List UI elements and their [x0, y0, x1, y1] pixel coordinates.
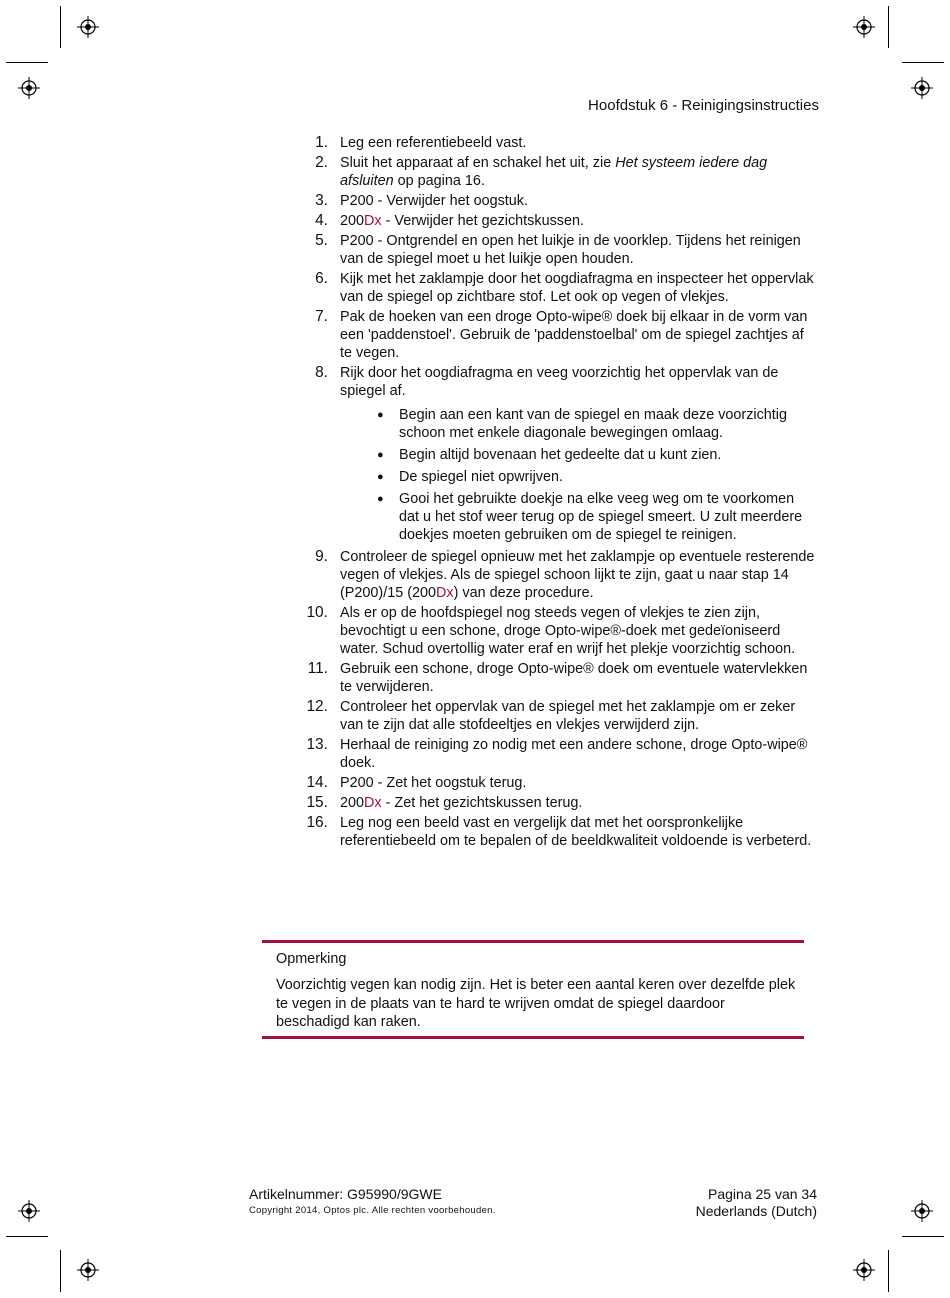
- list-item: [296, 548, 816, 602]
- step-number: 6.: [315, 270, 328, 287]
- step-text-segment: Kijk met het zaklampje door het oogdiafragma en inspecteer het oppervlak van de spiegel op zichtbare stof. Let ook op vegen of vlekjes.: [340, 271, 814, 305]
- bullet-dot-icon: ●: [377, 471, 384, 483]
- step-text: [340, 549, 814, 601]
- crosshair-target-icon: [911, 1200, 933, 1222]
- crosshair-target-icon: [853, 1259, 875, 1281]
- bullet-dot-icon: ●: [377, 449, 384, 461]
- crop-mark: [6, 1236, 48, 1237]
- step-text-segment: 200: [340, 213, 365, 229]
- step-number: 8.: [315, 364, 328, 381]
- step-text-segment: Als er op de hoofdspiegel nog steeds vegen of vlekjes te zien zijn, bevochtigt u een schone, droge Opto-wipe®-doek met gedeïoniseerd water. Schud overtollig water eraf en wrijf het plekje voorzichtig schoon.: [340, 605, 796, 657]
- bullet-text: De spiegel niet opwrijven.: [399, 469, 563, 485]
- step-text-segment: Rijk door het oogdiafragma en veeg voorzichtig het oppervlak van de spiegel af.: [340, 365, 779, 399]
- step-text: [340, 737, 807, 771]
- step-text: [340, 193, 528, 209]
- list-item: [296, 660, 816, 696]
- crop-mark: [888, 1250, 889, 1292]
- list-item: [296, 154, 816, 190]
- step-number: 13.: [306, 736, 328, 753]
- procedure-steps-list: [296, 134, 816, 852]
- list-item: [296, 308, 816, 362]
- step-text: [340, 661, 807, 695]
- step-number: 5.: [315, 232, 328, 249]
- document-language: Nederlands (Dutch): [695, 1203, 817, 1219]
- step-number: 2.: [315, 154, 328, 171]
- crop-mark: [60, 6, 61, 48]
- step-text-segment: P200 - Ontgrendel en open het luikje in de voorklep. Tijdens het reinigen van de spiegel moet u het luikje open houden.: [340, 233, 801, 267]
- bullet-text: Begin aan een kant van de spiegel en maak deze voorzichtig schoon met enkele diagonale bewegingen omlaag.: [399, 407, 788, 441]
- step-text-segment: ) van deze procedure.: [453, 585, 594, 601]
- cross-reference-title: Het systeem iedere dag afsluiten: [340, 155, 768, 189]
- list-item: [296, 814, 816, 850]
- page-number: Pagina 25 van 34: [708, 1186, 817, 1202]
- step-text: [340, 155, 767, 189]
- step-number: 7.: [315, 308, 328, 325]
- list-item: [296, 232, 816, 268]
- step-text: [340, 795, 582, 811]
- copyright-notice: Copyright 2014, Optos plc. Alle rechten voorbehouden.: [249, 1205, 496, 1216]
- crosshair-target-icon: [18, 1200, 40, 1222]
- step-text-segment: Controleer het oppervlak van de spiegel met het zaklampje om er zeker van te zijn dat alle stofdeeltjes en vlekjes verwijderd zijn.: [340, 699, 796, 733]
- sub-bullet-list: [340, 406, 816, 544]
- crop-mark: [902, 1236, 944, 1237]
- crop-mark: [902, 62, 944, 63]
- step-number: 15.: [306, 794, 328, 811]
- crosshair-target-icon: [77, 1259, 99, 1281]
- model-suffix-highlight: Dx: [364, 213, 382, 229]
- bullet-item: [340, 406, 816, 442]
- step-text: [340, 699, 795, 733]
- crop-mark: [6, 62, 48, 63]
- crop-mark: [60, 1250, 61, 1292]
- step-text: [340, 365, 778, 399]
- list-item: [296, 698, 816, 734]
- list-item: [296, 604, 816, 658]
- step-text: [340, 271, 814, 305]
- crosshair-target-icon: [18, 77, 40, 99]
- step-text-segment: Herhaal de reiniging zo nodig met een andere schone, droge Opto-wipe® doek.: [340, 737, 808, 771]
- step-text-segment: Sluit het apparaat af en schakel het uit, zie: [340, 155, 616, 171]
- model-suffix-highlight: Dx: [436, 585, 454, 601]
- list-item: [296, 364, 816, 544]
- step-number: 14.: [306, 774, 328, 791]
- step-number: 4.: [315, 212, 328, 229]
- step-text: [340, 775, 526, 791]
- bullet-item: [340, 446, 816, 464]
- step-number: 1.: [315, 134, 328, 151]
- note-body: Voorzichtig vegen kan nodig zijn. Het is beter een aantal keren over dezelfde plek te vegen in de plaats van te hard te wrijven omdat de spiegel daardoor beschadigd kan raken.: [276, 977, 796, 1030]
- step-text-segment: Gebruik een schone, droge Opto-wipe® doek om eventuele watervlekken te verwijderen.: [340, 661, 808, 695]
- bullet-item: [340, 468, 816, 486]
- step-text-segment: P200 - Verwijder het oogstuk.: [340, 193, 528, 209]
- bullet-item: [340, 490, 816, 544]
- step-text-segment: - Verwijder het gezichtskussen.: [381, 213, 584, 229]
- step-text-segment: Leg een referentiebeeld vast.: [340, 135, 527, 151]
- step-text: [340, 605, 795, 657]
- chapter-title: Hoofdstuk 6 - Reinigingsinstructies: [588, 97, 819, 114]
- step-text-segment: Controleer de spiegel opnieuw met het zaklampje op eventuele resterende vegen of vlekjes. Als de spiegel schoon lijkt te zijn, gaat u naar stap 14 (P200)/15 (200: [340, 549, 815, 601]
- crop-mark: [888, 6, 889, 48]
- step-text-segment: - Zet het gezichtskussen terug.: [381, 795, 583, 811]
- step-number: 16.: [306, 814, 328, 831]
- step-text-segment: Leg nog een beeld vast en vergelijk dat met het oorspronkelijke referentiebeeld om te bepalen of de beeldkwaliteit voldoende is verbeterd.: [340, 815, 812, 849]
- crosshair-target-icon: [853, 16, 875, 38]
- crosshair-target-icon: [77, 16, 99, 38]
- model-suffix-highlight: Dx: [364, 795, 382, 811]
- step-text-segment: op pagina 16.: [393, 173, 485, 189]
- note-bottom-rule: [262, 1036, 804, 1039]
- list-item: [296, 270, 816, 306]
- step-number: 9.: [315, 548, 328, 565]
- step-text: [340, 309, 807, 361]
- article-number: Artikelnummer: G95990/9GWE: [249, 1186, 442, 1202]
- list-item: [296, 794, 816, 812]
- bullet-text: Begin altijd bovenaan het gedeelte dat u kunt zien.: [399, 447, 722, 463]
- step-text: [340, 815, 811, 849]
- bullet-text: Gooi het gebruikte doekje na elke veeg weg om te voorkomen dat u het stof weer terug op de spiegel smeert. U zult meerdere doekjes moeten gebruiken om de spiegel te reinigen.: [399, 491, 803, 543]
- step-number: 3.: [315, 192, 328, 209]
- list-item: [296, 134, 816, 152]
- note-top-rule: [262, 940, 804, 943]
- step-text-segment: Pak de hoeken van een droge Opto-wipe® doek bij elkaar in de vorm van een 'paddenstoel'. Gebruik de 'paddenstoelbal' om de spiegel zachtjes af te vegen.: [340, 309, 808, 361]
- list-item: [296, 774, 816, 792]
- list-item: [296, 212, 816, 230]
- step-text: [340, 213, 584, 229]
- crosshair-target-icon: [911, 77, 933, 99]
- step-text: [340, 135, 526, 151]
- step-text-segment: P200 - Zet het oogstuk terug.: [340, 775, 527, 791]
- list-item: [296, 736, 816, 772]
- bullet-dot-icon: ●: [377, 409, 384, 421]
- bullet-dot-icon: ●: [377, 493, 384, 505]
- step-text-segment: 200: [340, 795, 365, 811]
- list-item: [296, 192, 816, 210]
- step-number: 10.: [306, 604, 328, 621]
- step-number: 11.: [307, 660, 328, 677]
- note-heading: Opmerking: [276, 951, 347, 967]
- step-number: 12.: [306, 698, 328, 715]
- step-text: [340, 233, 801, 267]
